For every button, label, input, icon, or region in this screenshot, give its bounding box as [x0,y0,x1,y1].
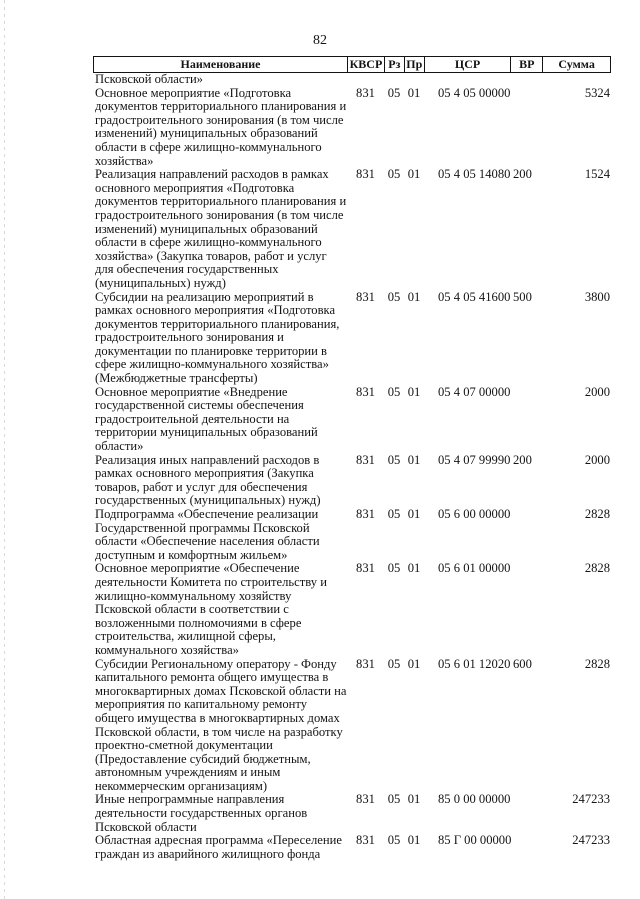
table-body [93,73,611,861]
cell-name: Подпрограмма «Обеспечение реализации Государственной программы Псковской области «Обеспечение населения области доступным и комфортным жильем» [95,507,320,562]
cell-rz: 05 [387,289,401,304]
cell-vr [511,508,543,562]
cell-vr: 200 [513,452,532,467]
cell-vr [511,793,543,834]
table-row [93,73,611,87]
table-row [93,562,611,657]
header-pr: Пр [404,57,424,72]
cell-csr: 05 4 07 00000 [438,384,511,399]
cell-sum: 2828 [584,507,610,521]
cell-name: Псковской области» [95,72,203,86]
cell-name: Иные непрограммные направления деятельности государственных органов Псковской области [95,792,308,834]
cell-kvsr [347,73,384,87]
cell-kvsr: 831 [356,507,375,521]
cell-sum: 5324 [584,85,610,100]
cell-kvsr: 831 [356,792,375,807]
cell-pr: 01 [407,833,421,848]
cell-rz: 05 [387,833,401,848]
cell-rz: 05 [387,561,401,576]
cell-rz: 05 [387,85,401,100]
table-row [93,454,611,508]
cell-csr: 85 Г 00 00000 [438,833,512,848]
cell-name: Основное мероприятие «Подготовка документов территориального планирования и градостроительного зонирования (в том числе изменений) муниципальных образований области в сфере жилищно-коммунального хозяйства» [95,85,347,168]
cell-csr: 05 6 00 00000 [438,507,511,521]
table-row [93,291,611,386]
cell-pr [404,73,424,87]
cell-sum: 2828 [584,656,610,671]
header-csr: ЦСР [424,57,511,72]
cell-vr [511,834,543,861]
cell-vr: 500 [513,289,532,304]
cell-csr: 05 4 05 00000 [438,85,511,100]
cell-pr: 01 [407,85,421,100]
header-sum: Сумма [542,57,610,72]
cell-csr: 05 4 05 14080 [438,167,511,182]
cell-name: Субсидии Региональному оператору - Фонду капитального ремонта общего имущества в многоквартирных домах Псковской области на мероприятия по капитальному ремонту общего имущества в многоквартирных домах Псковской области, в том числе на разработку проектно-сметной документации (Предоставление субсидий бюджетным, автономным учреждениям и иным некоммерческим организациям) [95,656,347,793]
cell-sum: 247233 [572,792,610,807]
cell-csr [424,73,511,87]
cell-csr: 85 0 00 00000 [438,792,511,807]
cell-csr: 05 4 05 41600 [438,289,511,304]
cell-kvsr: 831 [356,384,375,399]
cell-pr: 01 [407,384,421,399]
cell-kvsr: 831 [356,656,375,671]
cell-pr: 01 [407,167,421,182]
cell-rz: 05 [387,384,401,399]
cell-vr [511,562,543,657]
cell-sum: 2828 [584,561,610,576]
header-name: Наименование [180,57,261,71]
table-row [93,834,611,861]
table-row [93,508,611,562]
cell-csr: 05 6 01 00000 [438,561,511,576]
cell-name: Областная адресная программа «Переселение граждан из аварийного жилищного фонда [95,833,342,861]
page-number: 82 [313,33,327,48]
cell-kvsr: 831 [356,289,375,304]
cell-vr [511,386,543,454]
cell-vr: 600 [513,656,532,671]
cell-csr: 05 6 01 12020 [438,656,511,671]
header-vr: ВР [510,57,542,72]
cell-rz: 05 [387,507,401,521]
cell-name: Реализация иных направлений расходов в рамках основного мероприятия (Закупка товаров, работ и услуг для обеспечения государственных (муниципальных) нужд) [95,452,321,508]
table-header [93,56,611,73]
cell-vr [511,87,543,169]
cell-name: Основное мероприятие «Обеспечение деятельности Комитета по строительству и жилищно-коммунальному хозяйству Псковской области в соответствии с возложенными полномочиями в сфере строительства, жилищной сферы, коммунального хозяйства» [95,561,327,657]
header-rz: Рз [384,57,404,72]
cell-sum [543,73,611,87]
cell-kvsr: 831 [356,452,375,467]
table-row [93,168,611,290]
cell-rz [384,73,404,87]
cell-name: Основное мероприятие «Внедрение государственной системы обеспечения градостроительной деятельности на территории муниципальных образований области» [95,384,318,454]
cell-kvsr: 831 [356,833,375,848]
scan-margin-line [4,0,5,899]
cell-sum: 2000 [584,452,610,467]
cell-vr: 200 [513,167,532,182]
cell-pr: 01 [407,561,421,576]
cell-kvsr: 831 [356,85,375,100]
cell-name: Субсидии на реализацию мероприятий в рамках основного мероприятия «Подготовка документов территориального планирования, градостроительного зонирования и документации по планировке территории в сфере жилищно-коммунального хозяйства» (Межбюджетные трансферты) [95,289,340,386]
cell-sum: 1524 [584,167,610,182]
table-row [93,87,611,169]
cell-name: Реализация направлений расходов в рамках основного мероприятия «Подготовка документов территориального планирования и градостроительного зонирования (в том числе изменений) муниципальных образований области в сфере жилищно-коммунального хозяйства» (Закупка товаров, работ и услуг для обеспечения государственных (муниципальных) нужд) [95,167,347,290]
cell-sum: 247233 [572,833,610,848]
cell-rz: 05 [387,452,401,467]
cell-rz: 05 [387,167,401,182]
budget-table [93,56,611,861]
header-kvsr: КВСР [347,57,384,72]
table-row [93,658,611,794]
cell-rz: 05 [387,792,401,807]
table-row [93,386,611,454]
cell-pr: 01 [407,507,421,521]
table-row [93,793,611,834]
cell-rz: 05 [387,656,401,671]
cell-csr: 05 4 07 99990 [438,452,511,467]
cell-sum: 3800 [584,289,610,304]
cell-pr: 01 [407,452,421,467]
cell-pr: 01 [407,792,421,807]
cell-vr [511,73,543,87]
cell-kvsr: 831 [356,561,375,576]
cell-kvsr: 831 [356,167,375,182]
cell-pr: 01 [407,289,421,304]
cell-sum: 2000 [584,384,610,399]
cell-pr: 01 [407,656,421,671]
